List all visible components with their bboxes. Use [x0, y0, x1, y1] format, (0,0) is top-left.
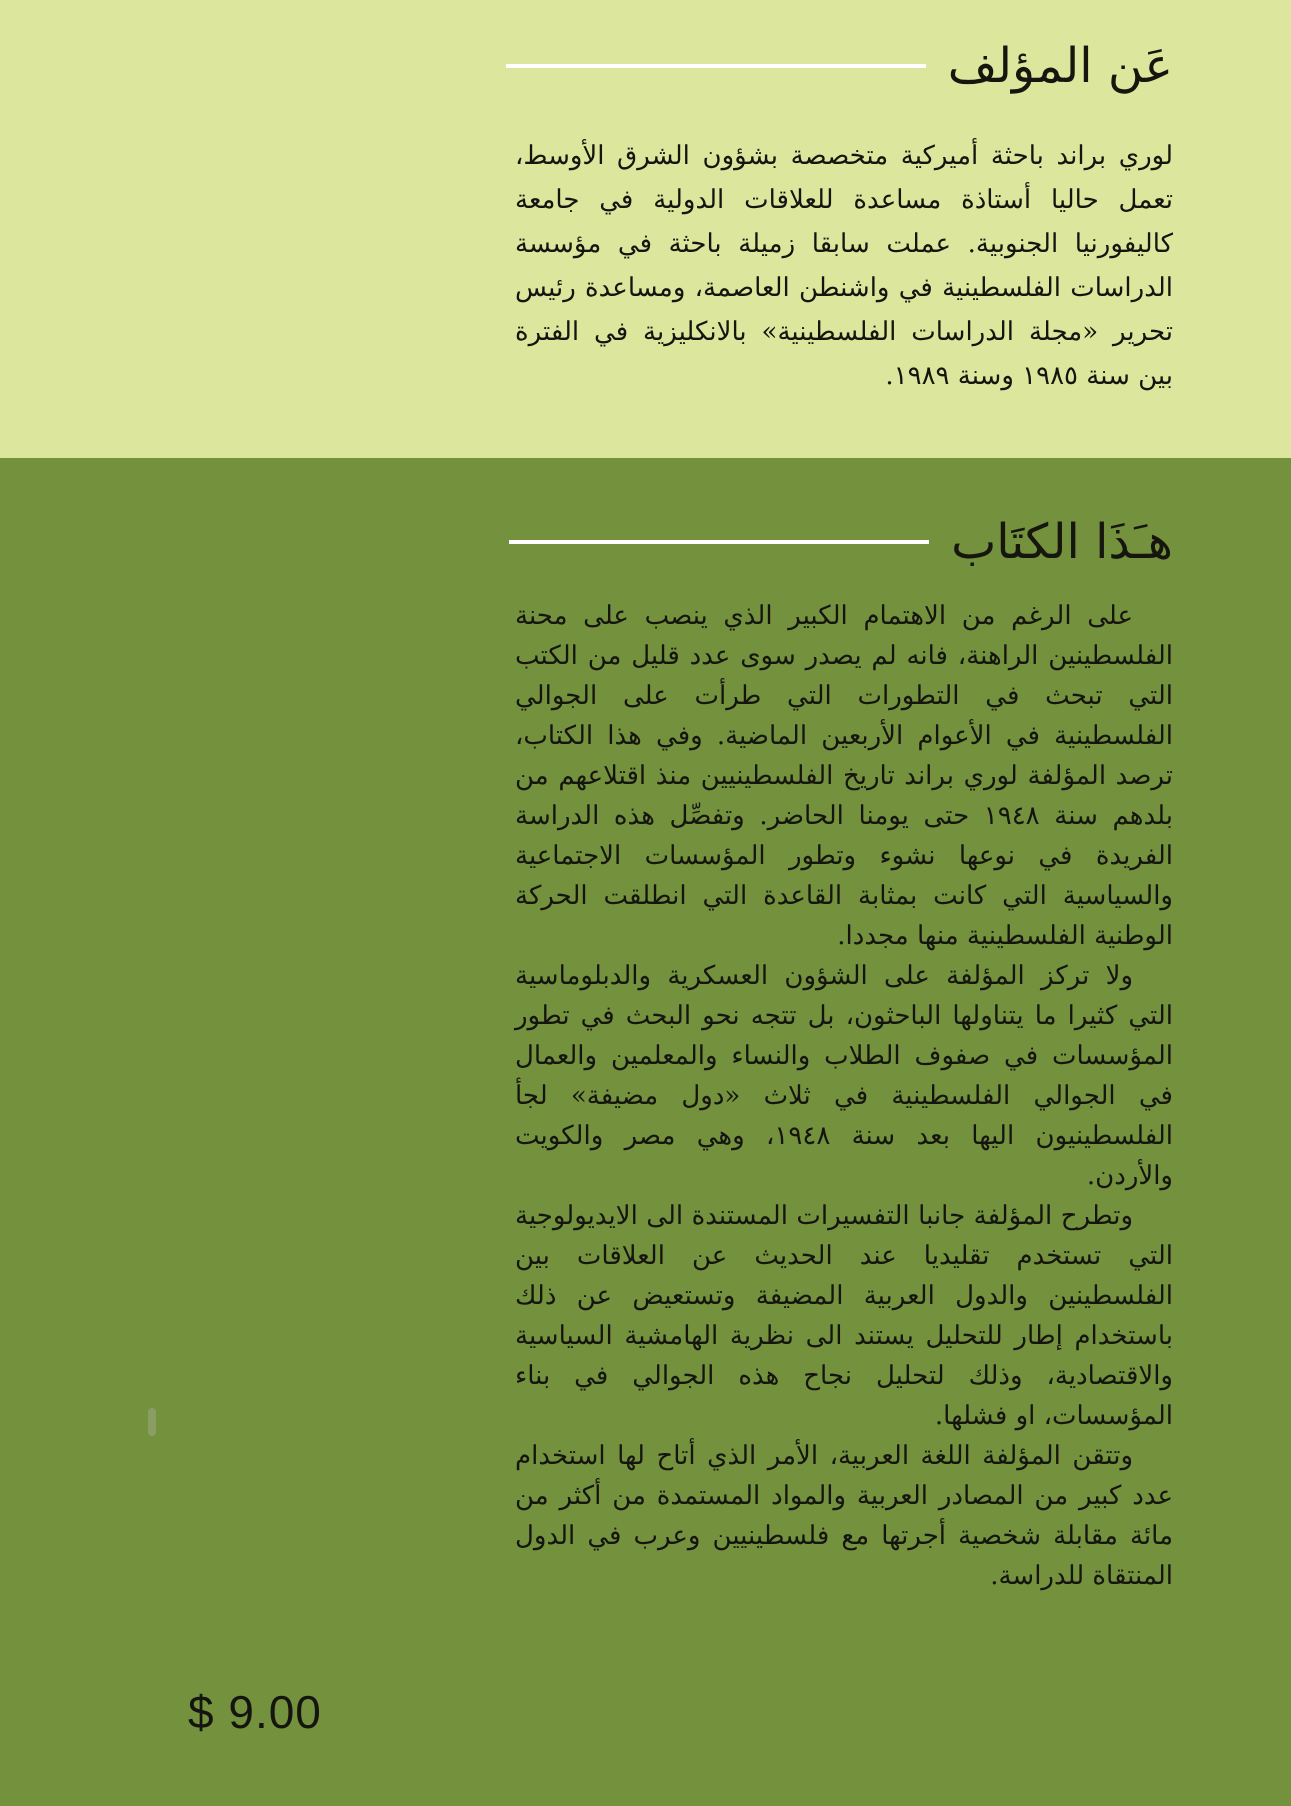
book-paragraph: على الرغم من الاهتمام الكبير الذي ينصب على محنة الفلسطينين الراهنة، فانه لم يصدر سوى عدد قليل من الكتب التي تبحث في التطورات التي طرأت على الجوالي الفلسطينية في الأعوام الأربعين الماضية. وفي هذا الكتاب، ترصد المؤلفة لوري براند تاريخ الفلسطينيين منذ اقتلاعهم من بلدهم سنة ١٩٤٨ حتى يومنا الحاضر. وتفصِّل هذه الدراسة الفريدة في نوعها نشوء وتطور المؤسسات الاجتماعية والسياسية التي كانت بمثابة القاعدة التي انطلقت الحركة الوطنية الفلسطينية منها مجددا. — [515, 601, 1173, 951]
about-book-rule — [509, 540, 929, 544]
about-book-heading — [509, 514, 1173, 570]
about-author-title: عَن المؤلف — [947, 38, 1173, 94]
about-author-text: لوري براند باحثة أميركية متخصصة بشؤون الشرق الأوسط، تعمل حاليا أستاذة مساعدة للعلاقات الدولية في جامعة كاليفورنيا الجنوبية. عملت سابقا زميلة باحثة في مؤسسة الدراسات الفلسطينية في واشنطن العاصمة، ومساعدة رئيس تحرير «مجلة الدراسات الفلسطينية» بالانكليزية في الفترة بين سنة ١٩٨٥ وسنة ١٩٨٩. — [515, 141, 1173, 391]
about-author-rule — [506, 64, 926, 68]
about-book-title: هـَذَا الكتَاب — [951, 514, 1173, 570]
book-paragraph: وتتقن المؤلفة اللغة العربية، الأمر الذي أتاح لها استخدام عدد كبير من المصادر العربية والمواد المستمدة من أكثر من مائة مقابلة شخصية أجرتها مع فلسطينيين وعرب في الدول المنتقاة للدراسة. — [515, 1441, 1173, 1591]
about-book-text — [515, 596, 1173, 1596]
print-speck — [148, 1408, 156, 1436]
about-author-heading — [506, 38, 1173, 94]
book-paragraph: وتطرح المؤلفة جانبا التفسيرات المستندة الى الايديولوجية التي تستخدم تقليديا عند الحديث عن العلاقات بين الفلسطينين والدول العربية المضيفة وتستعيض عن ذلك باستخدام إطار للتحليل يستند الى نظرية الهامشية السياسية والاقتصادية، وذلك لتحليل نجاح هذه الجوالي في بناء المؤسسات، او فشلها. — [515, 1201, 1173, 1431]
price-label: $ 9.00 — [188, 1686, 322, 1738]
book-paragraph: ولا تركز المؤلفة على الشؤون العسكرية والدبلوماسية التي كثيرا ما يتناولها الباحثون، بل تتجه نحو البحث في تطور المؤسسات في صفوف الطلاب والنساء والمعلمين والعمال في الجوالي الفلسطينية في ثلاث «دول مضيفة» لجأ الفلسطينيون اليها بعد سنة ١٩٤٨، وهي مصر والكويت والأردن. — [515, 961, 1174, 1191]
